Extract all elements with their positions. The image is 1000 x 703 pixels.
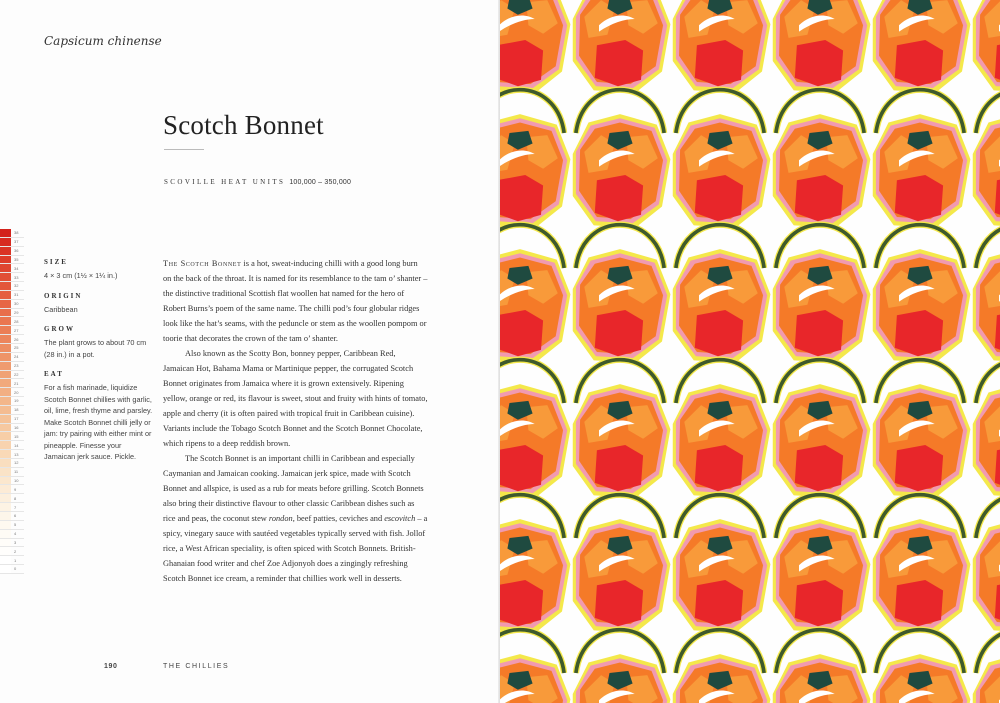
heat-scale-row	[0, 450, 24, 459]
paragraph-3-text-c: – a spicy, vinegary sauce with sautéed vegetables typically served with fish. Jollof rice, a West African speciality, is often spiced with Scotch Bonnets. British-Ghanaian food writer and chef Zoe Adjonyoh does a zingingly refreshing Scotch Bonnet ice cream, a reminder that chillies work well in desserts.	[163, 514, 428, 583]
heat-swatch	[0, 309, 11, 317]
heat-scale-row	[0, 282, 24, 291]
heat-scale-label: 5	[14, 522, 17, 528]
heat-swatch	[0, 424, 11, 432]
heat-scale-label: 0	[14, 566, 17, 572]
chilli-illustration	[773, 0, 871, 93]
heat-scale-label: 21	[14, 380, 19, 386]
chilli-illustration	[573, 360, 671, 498]
heat-scale-row	[0, 547, 24, 556]
latin-name: Capsicum chinense	[44, 34, 162, 48]
heat-scale-row	[0, 291, 24, 300]
heat-scale-label: 14	[14, 442, 19, 448]
heat-swatch	[0, 291, 11, 299]
heat-swatch	[0, 317, 11, 325]
heat-scale-label: 34	[14, 265, 19, 271]
heat-scale-row	[0, 432, 24, 441]
paragraph-2: Also known as the Scotty Bon, bonney pepper, Caribbean Red, Jamaican Hot, Bahama Mama or Martinique pepper, the corrugated Scotch Bonnet originates from Jamaica where it is grown extensively. Ripening yellow, orange or red, its flavour is sweet, stout and fruity with hints of tomato, apple and cherry (it is often paired with tropical fruit in Caribbean cuisine). Variants include the Tobago Scotch Bonnet and the Scotch Bonnet Chocolate, which ripens to a deep reddish brown.	[163, 349, 428, 448]
chilli-illustration	[673, 225, 771, 363]
chilli-illustration	[500, 495, 570, 633]
heat-scale-row	[0, 238, 24, 247]
right-page-illustration	[500, 0, 1000, 703]
chilli-illustration	[500, 630, 570, 703]
heat-scale-label: 22	[14, 371, 19, 377]
chilli-illustration	[973, 495, 1000, 633]
heat-swatch	[0, 264, 11, 272]
eat-text: For a fish marinade, liquidize Scotch Bonnet chillies with garlic, oil, lime, fresh thyme and parsley. Make Scotch Bonnet chilli jelly or jam: try pairing with either mint or pineapple. Finesse your Jamaican jerk sauce. Pickle.	[44, 383, 153, 461]
term-rondon: rondon	[268, 514, 293, 523]
heat-scale-label: 15	[14, 433, 19, 439]
heat-scale-label: 37	[14, 239, 19, 245]
heat-scale-label: 6	[14, 513, 17, 519]
heat-scale-label: 11	[14, 469, 19, 475]
chilli-illustration	[673, 495, 771, 633]
eat-heading: EAT	[44, 370, 64, 378]
heat-scale-label: 25	[14, 345, 19, 351]
heat-scale-row	[0, 468, 24, 477]
heat-swatch	[0, 353, 11, 361]
chilli-illustration	[873, 360, 971, 498]
heat-swatch	[0, 521, 11, 529]
chilli-illustration	[873, 90, 971, 228]
heat-scale-row	[0, 441, 24, 450]
page-number: 190	[104, 663, 118, 670]
paragraph-3-text-b: , beef patties, ceviches and	[292, 514, 385, 523]
paragraph-3-text-a: The Scotch Bonnet is an important chilli in Caribbean and especially Caymanian and Jamaican cooking. Jamaican jerk spice, made with Scotch Bonnet and allspice, is used as a rub for meats before grilling. Scotch Bonnets also bring their distinctive flavour to other classic Caribbean dishes such as rice and peas, the coconut stew	[163, 454, 424, 523]
heat-scale-label: 35	[14, 256, 19, 262]
heat-scale-row	[0, 344, 24, 353]
heat-scale-label: 20	[14, 389, 19, 395]
heat-swatch	[0, 229, 11, 237]
heat-scale-row	[0, 530, 24, 539]
chilli-illustration	[673, 90, 771, 228]
heat-scale-label: 7	[14, 504, 17, 510]
heat-scale-row	[0, 477, 24, 486]
heat-swatch	[0, 371, 11, 379]
heat-swatch	[0, 530, 11, 538]
chilli-illustration	[573, 0, 671, 93]
heat-scale-label: 32	[14, 283, 19, 289]
grow-heading: GROW	[44, 325, 75, 333]
chilli-illustration	[500, 225, 570, 363]
facts-sidebar	[44, 258, 154, 473]
heat-scale-label: 3	[14, 539, 17, 545]
heat-scale-label: 26	[14, 336, 19, 342]
paragraph-1	[163, 256, 428, 346]
chilli-illustration	[773, 495, 871, 633]
heat-swatch	[0, 397, 11, 405]
heat-swatch	[0, 459, 11, 467]
heat-scale-row	[0, 503, 24, 512]
heat-scale-row	[0, 326, 24, 335]
chilli-illustration	[500, 90, 570, 228]
chilli-illustration	[973, 360, 1000, 498]
heat-swatch	[0, 485, 11, 493]
chilli-illustration	[773, 90, 871, 228]
chilli-illustration	[500, 360, 570, 498]
heat-scale-row	[0, 362, 24, 371]
grow-section	[44, 325, 154, 360]
heat-scale-row	[0, 539, 24, 548]
running-head: THE CHILLIES	[163, 663, 230, 670]
heat-swatch	[0, 503, 11, 511]
heat-swatch	[0, 512, 11, 520]
chilli-illustration	[773, 630, 871, 703]
heat-scale-row	[0, 459, 24, 468]
heat-scale-label: 30	[14, 301, 19, 307]
chilli-illustration	[673, 630, 771, 703]
heat-swatch	[0, 282, 11, 290]
heat-scale-row	[0, 397, 24, 406]
heat-swatch	[0, 388, 11, 396]
scoville-line	[164, 178, 351, 186]
heat-scale-row	[0, 512, 24, 521]
heat-scale-row	[0, 388, 24, 397]
heat-swatch	[0, 556, 11, 564]
origin-text: Caribbean	[44, 304, 78, 314]
heat-swatch	[0, 300, 11, 308]
scoville-label: SCOVILLE HEAT UNITS	[164, 178, 286, 186]
heat-scale-label: 10	[14, 478, 19, 484]
chilli-illustration	[673, 360, 771, 498]
heat-scale-row	[0, 494, 24, 503]
chilli-illustration	[573, 495, 671, 633]
heat-swatch	[0, 344, 11, 352]
heat-scale-row	[0, 521, 24, 530]
heat-scale-row	[0, 335, 24, 344]
heat-swatch	[0, 565, 11, 573]
origin-heading: ORIGIN	[44, 291, 83, 300]
chilli-illustration	[573, 630, 671, 703]
heat-scale-row	[0, 273, 24, 282]
heat-scale-label: 38	[14, 230, 19, 236]
heat-scale-label: 4	[14, 531, 17, 537]
heat-scale-row	[0, 556, 24, 565]
heat-scale-label: 31	[14, 292, 19, 298]
heat-swatch	[0, 238, 11, 246]
heat-scale-label: 9	[14, 486, 17, 492]
chilli-illustration	[873, 630, 971, 703]
heat-swatch	[0, 247, 11, 255]
heat-scale-label: 18	[14, 407, 19, 413]
heat-swatch	[0, 477, 11, 485]
heat-scale-row	[0, 379, 24, 388]
heat-scale-label: 2	[14, 548, 17, 554]
size-heading: SIZE	[44, 258, 68, 266]
heat-scale-row	[0, 300, 24, 309]
heat-scale-row	[0, 485, 24, 494]
chilli-illustration	[573, 225, 671, 363]
heat-swatch	[0, 335, 11, 343]
grow-text: The plant grows to about 70 cm (28 in.) in a pot.	[44, 338, 147, 359]
heat-swatch	[0, 547, 11, 555]
heat-scale-row	[0, 371, 24, 380]
heat-scale-row	[0, 353, 24, 362]
paragraph-1-text: is a hot, sweat-inducing chilli with a good long burn on the back of the throat. It is named for its resemblance to the tam o’ shanter – the distinctive traditional Scottish flat woollen hat named for the hero of Robert Burns’s poem of the same name. The chilli pod’s four globular ridges look like the hat’s seams, with the peduncle or stem as the woollen pompom or toorie that decorates the crown of the tam o’ shanter.	[163, 259, 428, 343]
heat-swatch	[0, 273, 11, 281]
chilli-illustration	[673, 0, 771, 93]
heat-scale-label: 27	[14, 327, 19, 333]
heat-swatch	[0, 450, 11, 458]
heat-scale-row	[0, 406, 24, 415]
heat-swatch	[0, 441, 11, 449]
heat-swatch	[0, 494, 11, 502]
body-text	[163, 256, 428, 586]
heat-swatch	[0, 379, 11, 387]
heat-scale-label: 16	[14, 424, 19, 430]
page-title: Scotch Bonnet	[163, 110, 324, 140]
heat-scale-label: 8	[14, 495, 17, 501]
heat-scale-label: 36	[14, 248, 19, 254]
origin-section	[44, 292, 154, 316]
heat-scale-row	[0, 256, 24, 265]
heat-scale-label: 24	[14, 354, 19, 360]
heat-scale-row	[0, 229, 24, 238]
chilli-illustration	[973, 630, 1000, 703]
heat-swatch	[0, 539, 11, 547]
heat-scale-label: 13	[14, 451, 19, 457]
heat-swatch	[0, 432, 11, 440]
heat-scale-label: 19	[14, 398, 19, 404]
heat-scale-label: 23	[14, 363, 19, 369]
chilli-illustration	[873, 225, 971, 363]
chilli-illustration	[573, 90, 671, 228]
heat-scale-label: 28	[14, 318, 19, 324]
heat-scale-row	[0, 415, 24, 424]
chilli-illustration	[773, 360, 871, 498]
heat-scale-label: 17	[14, 416, 19, 422]
paragraph-3	[163, 451, 428, 586]
heat-swatch	[0, 256, 11, 264]
heat-swatch	[0, 468, 11, 476]
heat-scale-label: 12	[14, 460, 19, 466]
size-text: 4 × 3 cm (1½ × 1¼ in.)	[44, 271, 118, 280]
heat-scale-label: 33	[14, 274, 19, 280]
chilli-illustration	[873, 495, 971, 633]
heat-scale-row	[0, 247, 24, 256]
term-escovitch: escovitch	[384, 514, 416, 523]
chilli-illustration	[500, 0, 570, 93]
heat-scale-row	[0, 264, 24, 273]
eat-section	[44, 370, 154, 463]
heat-swatch	[0, 362, 11, 370]
heat-swatch	[0, 415, 11, 423]
chilli-illustration	[973, 90, 1000, 228]
chilli-illustration	[973, 0, 1000, 93]
heat-scale-row	[0, 424, 24, 433]
chilli-illustration	[773, 225, 871, 363]
heat-swatch	[0, 406, 11, 414]
lead-in: The Scotch Bonnet	[163, 259, 242, 268]
heat-scale-row	[0, 309, 24, 318]
title-divider	[164, 149, 204, 150]
heat-scale-row	[0, 565, 24, 574]
chilli-pattern	[500, 0, 1000, 703]
heat-scale	[0, 229, 24, 574]
pattern-grid	[500, 0, 1000, 703]
chilli-illustration	[973, 225, 1000, 363]
heat-scale-label: 1	[14, 557, 17, 563]
size-section	[44, 258, 154, 282]
heat-scale-row	[0, 317, 24, 326]
chilli-illustration	[873, 0, 971, 93]
heat-scale-label: 29	[14, 310, 19, 316]
scoville-value: 100,000 – 350,000	[289, 179, 352, 186]
heat-swatch	[0, 326, 11, 334]
